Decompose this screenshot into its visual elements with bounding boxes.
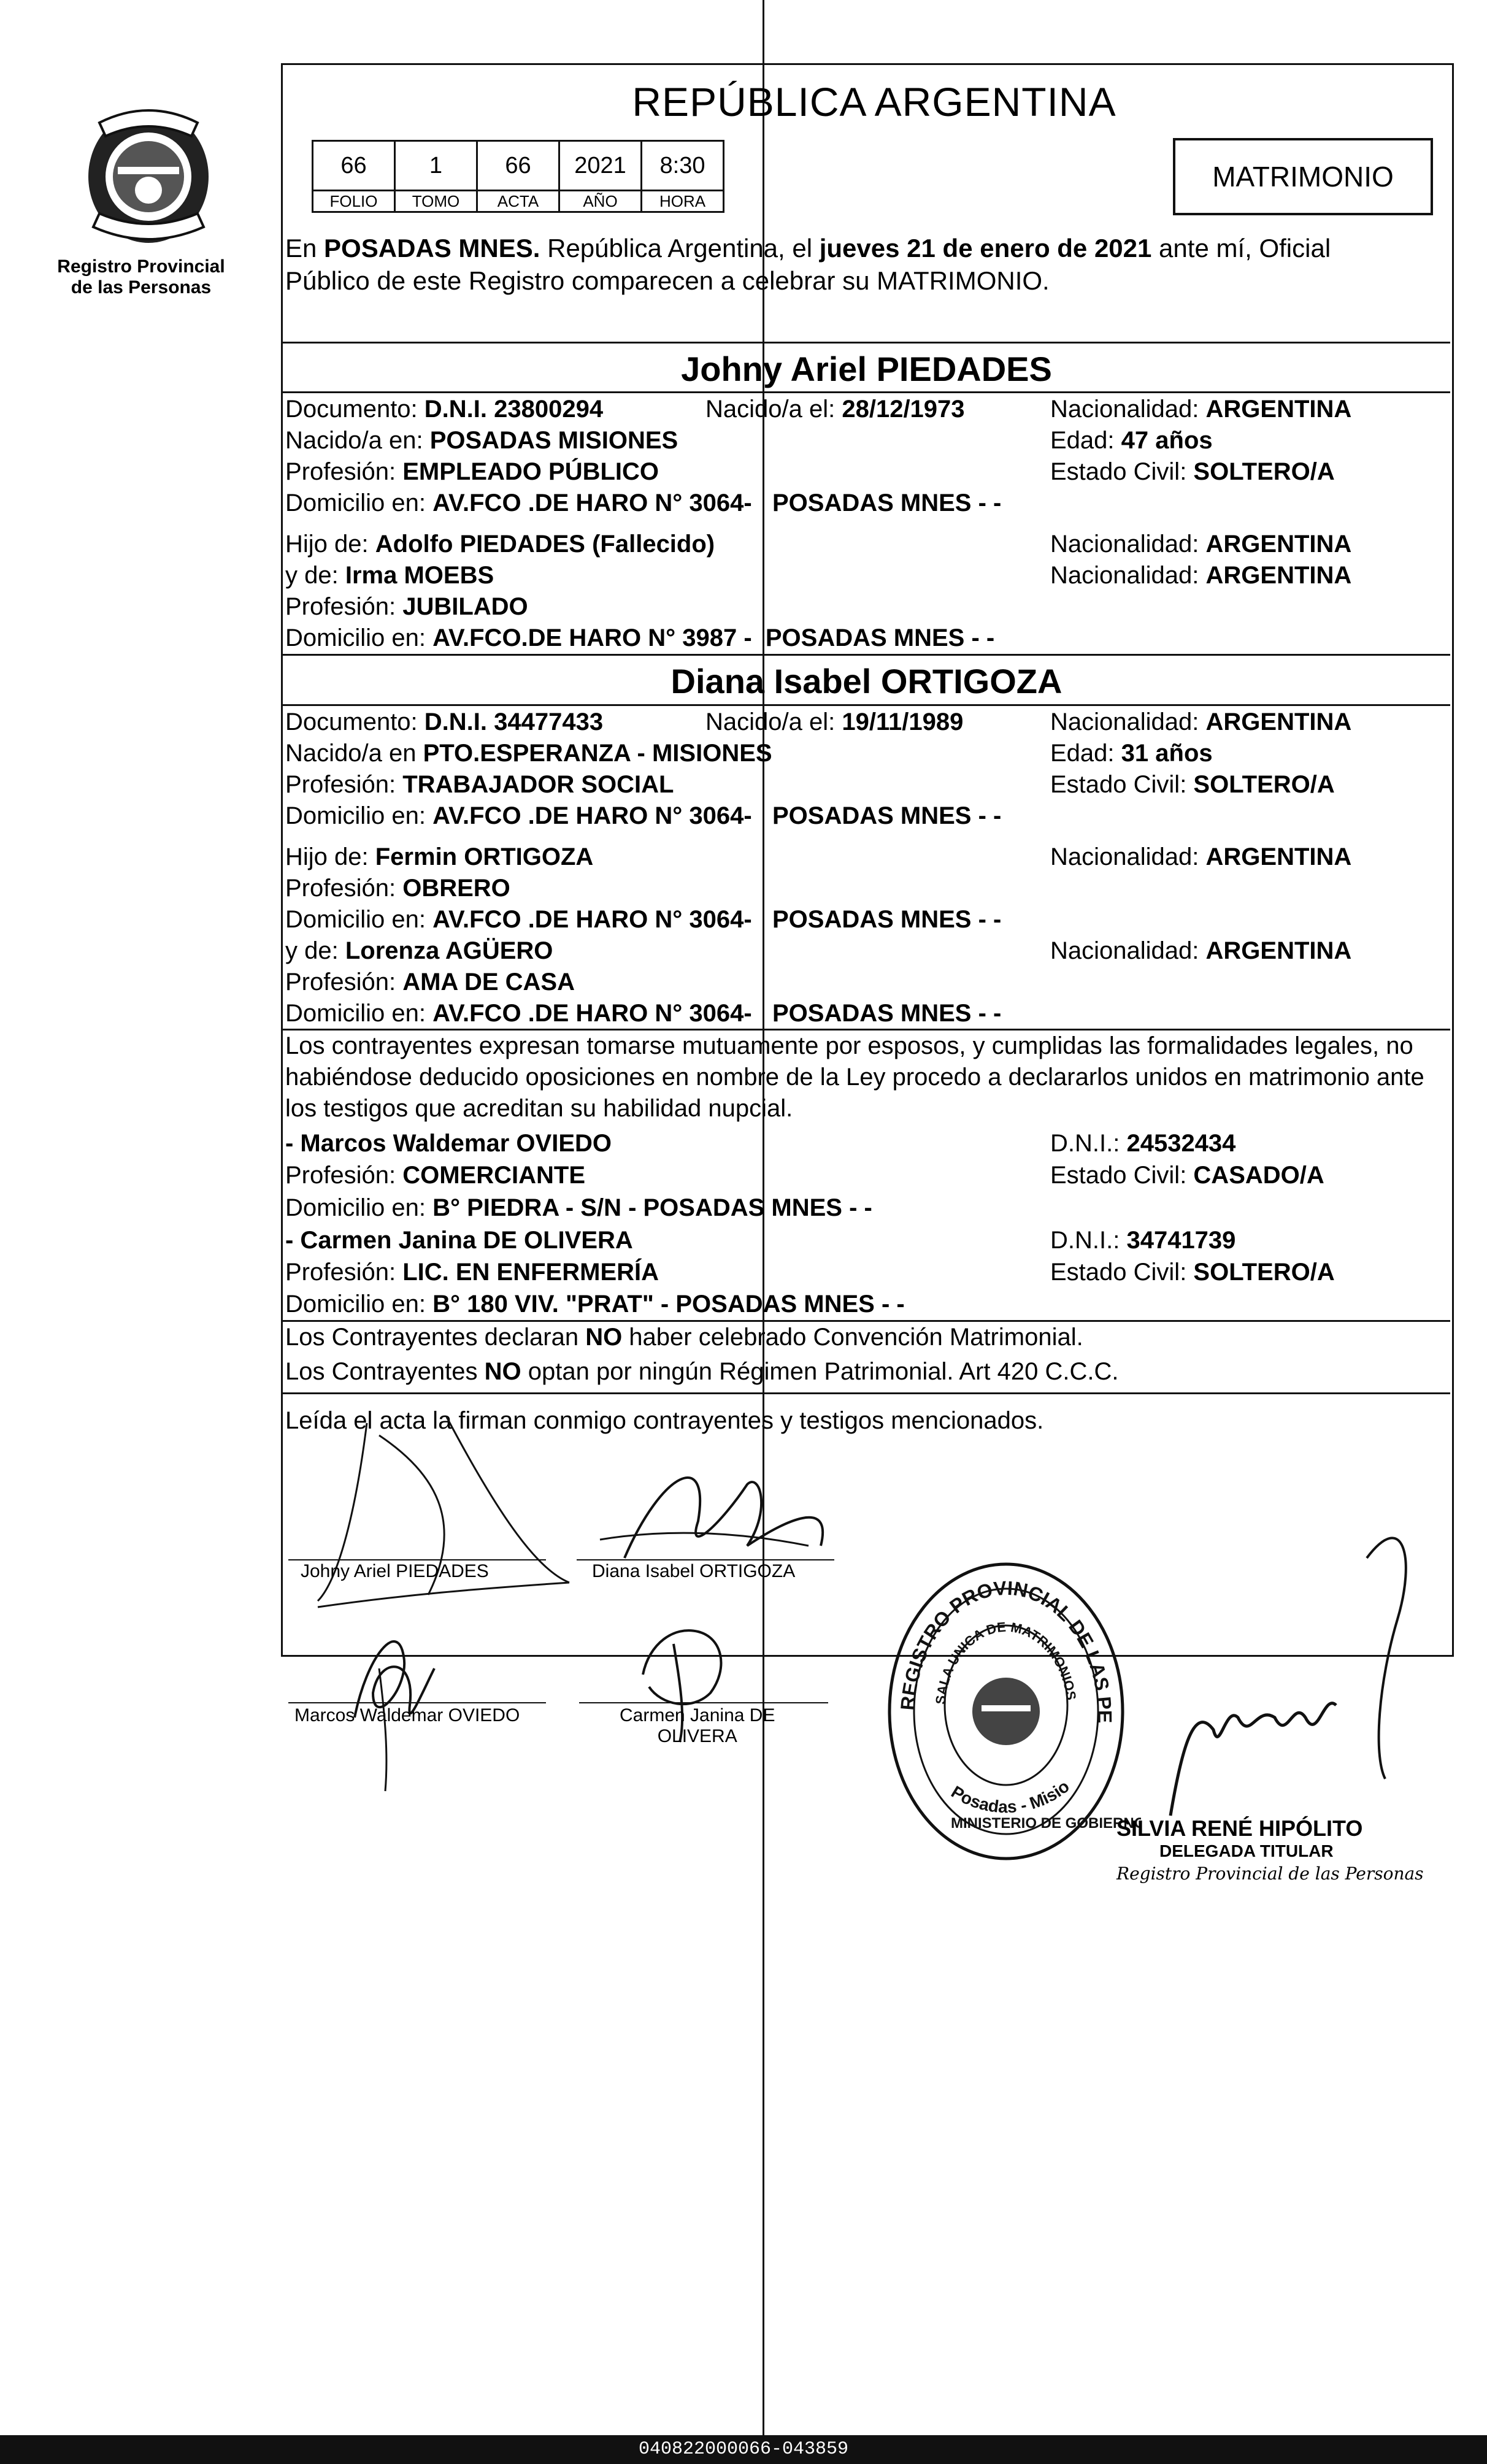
divider (281, 1392, 1450, 1394)
witness2-address: Domicilio en: B° 180 VIV. "PRAT" - POSADAS MNES - - (285, 1291, 905, 1318)
groom-profession: Profesión: EMPLEADO PÚBLICO (285, 458, 659, 485)
intro-date: jueves 21 de enero de 2021 (819, 234, 1152, 263)
acta-value: 66 (477, 141, 559, 191)
officer-office: Registro Provincial de las Personas (1116, 1863, 1424, 1884)
bride-mother-profession: Profesión: AMA DE CASA (285, 969, 575, 996)
groom-birth-date: Nacido/a el: 28/12/1973 (705, 396, 965, 423)
bride-documento: Documento: D.N.I. 34477433 (285, 708, 604, 735)
regime-statement: Los Contrayentes NO optan por ningún Régimen Patrimonial. Art 420 C.C.C. (285, 1358, 1119, 1385)
stamp-inner-text: SALA UNICA DE MATRIMONIOS (932, 1619, 1080, 1705)
stamp-outer-text: REGISTRO PROVINCIAL DE LAS PE (896, 1576, 1116, 1724)
witness1-name: - Marcos Waldemar OVIEDO (285, 1130, 612, 1157)
witness2-signature-label: Carmen Janina DE OLIVERA (620, 1705, 775, 1746)
hour-value: 8:30 (642, 141, 724, 191)
tomo-value: 1 (395, 141, 477, 191)
document-footer-code: 040822000066-043859 (0, 2435, 1487, 2464)
bride-signature-line (577, 1559, 834, 1560)
groom-signature-line (288, 1559, 546, 1560)
groom-age: Edad: 47 años (1050, 427, 1213, 454)
officer-block (1116, 1816, 1424, 1884)
registry-caption-line1: Registro Provincial (57, 256, 225, 277)
groom-documento: Documento: D.N.I. 23800294 (285, 396, 604, 423)
intro-city: POSADAS MNES. (324, 234, 540, 263)
groom-parents-address: Domicilio en: AV.FCO.DE HARO N° 3987 - POSADAS MNES - - (285, 624, 995, 651)
declaration-paragraph (285, 1031, 1451, 1124)
witness1-civil-status: Estado Civil: CASADO/A (1050, 1162, 1324, 1189)
witness1-dni: D.N.I.: 24532434 (1050, 1130, 1236, 1157)
divider (281, 654, 1450, 656)
bride-age: Edad: 31 años (1050, 740, 1213, 767)
groom-name: Johny Ariel PIEDADES (681, 350, 1052, 388)
bride-profession: Profesión: TRABAJADOR SOCIAL (285, 771, 674, 798)
bride-father: Hijo de: Fermin ORTIGOZA (285, 843, 594, 870)
acta-caption: ACTA (477, 191, 559, 212)
witness1-signature-line (288, 1702, 546, 1703)
registry-caption (55, 256, 227, 298)
bride-signature-label: Diana Isabel ORTIGOZA (592, 1561, 796, 1581)
declaration-line3: los testigos que acreditan su habilidad nupcial. (285, 1095, 793, 1122)
groom-nationality: Nacionalidad: ARGENTINA (1050, 396, 1352, 423)
province-seal (75, 98, 222, 251)
bride-address: Domicilio en: AV.FCO .DE HARO N° 3064- POSADAS MNES - - (285, 802, 1002, 829)
witness2-profession: Profesión: LIC. EN ENFERMERÍA (285, 1259, 659, 1286)
tomo-caption: TOMO (395, 191, 477, 212)
groom-father: Hijo de: Adolfo PIEDADES (Fallecido) (285, 531, 715, 558)
groom-civil-status: Estado Civil: SOLTERO/A (1050, 458, 1335, 485)
folio-caption: FOLIO (313, 191, 395, 212)
groom-address: Domicilio en: AV.FCO .DE HARO N° 3064- POSADAS MNES - - (285, 489, 1002, 516)
groom-father-nationality: Nacionalidad: ARGENTINA (1050, 531, 1352, 558)
registry-caption-line2: de las Personas (71, 277, 212, 297)
officer-title: DELEGADA TITULAR (1159, 1841, 1334, 1860)
bride-father-nationality: Nacionalidad: ARGENTINA (1050, 843, 1352, 870)
witness2-signature-line (579, 1702, 828, 1703)
bride-civil-status: Estado Civil: SOLTERO/A (1050, 771, 1335, 798)
bride-mother-address: Domicilio en: AV.FCO .DE HARO N° 3064- POSADAS MNES - - (285, 1000, 1002, 1027)
groom-signature-label: Johny Ariel PIEDADES (301, 1561, 489, 1581)
bride-name: Diana Isabel ORTIGOZA (670, 662, 1062, 700)
hour-caption: HORA (642, 191, 724, 212)
officer-name: SILVIA RENÉ HIPÓLITO (1116, 1816, 1363, 1841)
intro-paragraph (285, 232, 1451, 297)
groom-mother-nationality: Nacionalidad: ARGENTINA (1050, 562, 1352, 589)
bride-birth-place: Nacido/a en PTO.ESPERANZA - MISIONES (285, 740, 772, 767)
bride-father-address: Domicilio en: AV.FCO .DE HARO N° 3064- POSADAS MNES - - (285, 906, 1002, 933)
witness2-name: - Carmen Janina DE OLIVERA (285, 1227, 633, 1254)
groom-parents-profession: Profesión: JUBILADO (285, 593, 528, 620)
province-seal-icon (75, 98, 222, 251)
act-type-box: MATRIMONIO (1173, 138, 1433, 215)
convention-statement: Los Contrayentes declaran NO haber celebrado Convención Matrimonial. (285, 1324, 1083, 1351)
country-title: REPÚBLICA ARGENTINA (632, 79, 1116, 125)
stamp-ministry-text: MINISTERIO DE GOBIERNO (951, 1815, 1141, 1832)
divider (281, 704, 1450, 706)
divider (281, 1320, 1450, 1322)
stamp-city-text: Posadas - Misio (948, 1776, 1073, 1817)
handwritten-signatures (281, 1399, 1450, 1828)
folio-value: 66 (313, 141, 395, 191)
intro-line1: En POSADAS MNES. República Argentina, el jueves 21 de enero de 2021 ante mí, Oficial (285, 234, 1331, 263)
witness2-civil-status: Estado Civil: SOLTERO/A (1050, 1259, 1335, 1286)
divider (281, 342, 1450, 344)
year-value: 2021 (559, 141, 642, 191)
official-stamp (871, 1558, 1141, 1865)
witness2-dni: D.N.I.: 34741739 (1050, 1227, 1236, 1254)
year-caption: AÑO (559, 191, 642, 212)
bride-birth-date: Nacido/a el: 19/11/1989 (705, 708, 964, 735)
witness1-address: Domicilio en: B° PIEDRA - S/N - POSADAS MNES - - (285, 1194, 872, 1221)
groom-birth-place: Nacido/a en: POSADAS MISIONES (285, 427, 678, 454)
declaration-line2: habiéndose deducido oposiciones en nombre de la Ley procedo a declararlos unidos en matrimonio ante (285, 1064, 1424, 1091)
witness1-profession: Profesión: COMERCIANTE (285, 1162, 585, 1189)
official-stamp-icon (871, 1558, 1141, 1865)
intro-line2: Público de este Registro comparecen a celebrar su MATRIMONIO. (285, 266, 1050, 295)
bride-father-profession: Profesión: OBRERO (285, 875, 510, 902)
divider (281, 391, 1450, 393)
witness1-signature-label: Marcos Waldemar OVIEDO (294, 1705, 520, 1725)
bride-nationality: Nacionalidad: ARGENTINA (1050, 708, 1352, 735)
groom-mother: y de: Irma MOEBS (285, 562, 494, 589)
closing-statement: Leída el acta la firman conmigo contrayentes y testigos mencionados. (285, 1407, 1044, 1434)
declaration-line1: Los contrayentes expresan tomarse mutuamente por esposos, y cumplidas las formalidades legales, no (285, 1032, 1413, 1059)
registry-table (312, 140, 724, 213)
bride-mother-nationality: Nacionalidad: ARGENTINA (1050, 937, 1352, 964)
bride-mother: y de: Lorenza AGÜERO (285, 937, 553, 964)
